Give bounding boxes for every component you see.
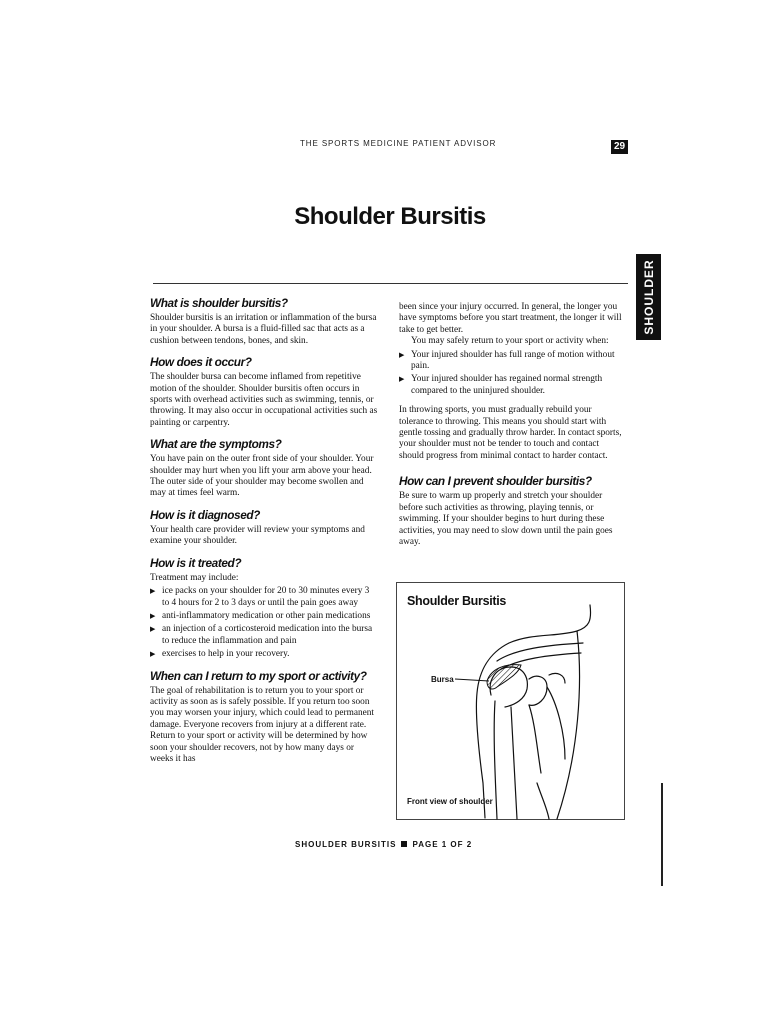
bullet-arrow-icon: ▶ xyxy=(150,611,156,620)
section-heading: How is it treated? xyxy=(150,555,242,570)
section-body: The shoulder bursa can become inflamed from repetitive motion of the shoulder. Shoulder bursitis often occurs in sports with overhead activities such as swimming, tennis, or throwing. It may also occur in occupational activities such as painting or carpentry. xyxy=(150,372,378,428)
continued-text: been since your injury occurred. In general, the longer you have symptoms before you start treatment, the longer it will take to get better. xyxy=(399,302,622,335)
section-heading: When can I return to my sport or activity? xyxy=(150,668,367,683)
section-heading: How can I prevent shoulder bursitis? xyxy=(399,474,592,489)
page-number-badge: 29 xyxy=(611,140,628,154)
section-heading: How does it occur? xyxy=(150,355,252,370)
bullet-arrow-icon: ▶ xyxy=(150,650,156,659)
list-item: ▶ exercises to help in your recovery. xyxy=(150,649,290,660)
section-what xyxy=(150,296,378,347)
section-heading: What are the symptoms? xyxy=(150,437,282,452)
footer-page-indicator: PAGE 1 OF 2 xyxy=(412,840,473,849)
treatment-list xyxy=(150,586,378,660)
bullet-arrow-icon: ▶ xyxy=(399,350,405,359)
list-item: ▶ ice packs on your shoulder for 20 to 30 minutes every 3 to 4 hours for 2 to 3 days or until the pain goes away xyxy=(150,586,370,608)
section-intro: Treatment may include: xyxy=(150,572,239,583)
page-footer xyxy=(295,840,495,849)
section-side-tab xyxy=(636,254,661,340)
section-how xyxy=(150,355,378,429)
section-symptoms xyxy=(150,437,378,500)
throwing-text: In throwing sports, you must gradually rebuild your tolerance to throwing. This means you should start with gentle tossing and gradually throw harder. In contact sports, your shoulder must not be tender to touch and contact should progress from minimal contact to harder contact. xyxy=(399,405,622,461)
bursa-label: Bursa xyxy=(431,675,454,684)
section-body: The goal of rehabilitation is to return you to your sport or activity as soon as is safely possible. If you return too soon you may worsen your injury, which could lead to permanent damage. Everyone recovers from injury at a different rate. Return to your sport or activity will be determined by how soon your shoulder recovers, not by how many days or weeks it has xyxy=(150,685,375,764)
right-column xyxy=(399,302,625,556)
section-body: Your health care provider will review your symptoms and examine your shoulder. xyxy=(150,524,365,547)
scan-edge-line xyxy=(661,783,663,886)
side-tab-label: SHOULDER xyxy=(641,259,656,335)
section-body: You have pain on the outer front side of your shoulder. Your shoulder may hurt when you lift your arm above your head. The outer side of your shoulder may become swollen and may at times feel warm. xyxy=(150,454,374,499)
list-item: ▶ Your injured shoulder has regained normal strength compared to the uninjured shoulder. xyxy=(399,374,603,396)
page-title: Shoulder Bursitis xyxy=(294,203,486,230)
section-body: Shoulder bursitis is an irritation or inflammation of the bursa in your shoulder. A bursa is a fluid-filled sac that acts as a cushion between tendons, bones, and skin. xyxy=(150,313,377,346)
return-criteria-list xyxy=(399,350,625,398)
title-divider xyxy=(153,283,628,284)
section-diagnosed xyxy=(150,508,378,548)
bullet-arrow-icon: ▶ xyxy=(150,587,156,596)
bursa-shape xyxy=(487,665,521,689)
section-body: Be sure to warm up properly and stretch your shoulder before such activities as throwing, playing tennis, or swimming. If your shoulder begins to hurt during these activities, you may need to slow down until the pain goes away. xyxy=(399,491,613,547)
shoulder-anatomy-illustration xyxy=(397,583,626,821)
section-heading: What is shoulder bursitis? xyxy=(150,296,288,310)
list-item: ▶ anti-inflammatory medication or other pain medications xyxy=(150,610,371,621)
section-treated xyxy=(150,556,378,661)
figure-title: Shoulder Bursitis xyxy=(407,594,507,608)
section-heading: How is it diagnosed? xyxy=(150,507,260,522)
shoulder-figure xyxy=(396,582,625,820)
figure-caption: Front view of shoulder xyxy=(407,797,493,806)
running-head: THE SPORTS MEDICINE PATIENT ADVISOR xyxy=(300,139,497,148)
bullet-arrow-icon: ▶ xyxy=(399,375,405,384)
bullet-arrow-icon: ▶ xyxy=(150,625,156,634)
section-return xyxy=(150,669,378,766)
list-item: ▶ an injection of a corticosteroid medication into the bursa to reduce the inflammation and pain xyxy=(150,624,373,646)
left-column xyxy=(150,296,378,773)
square-separator-icon xyxy=(401,841,407,847)
section-prevent xyxy=(399,474,625,548)
list-item: ▶ Your injured shoulder has full range of motion without pain. xyxy=(399,349,615,372)
return-criteria-intro: You may safely return to your sport or activity when: xyxy=(411,336,609,347)
footer-title: SHOULDER BURSITIS xyxy=(295,840,397,849)
